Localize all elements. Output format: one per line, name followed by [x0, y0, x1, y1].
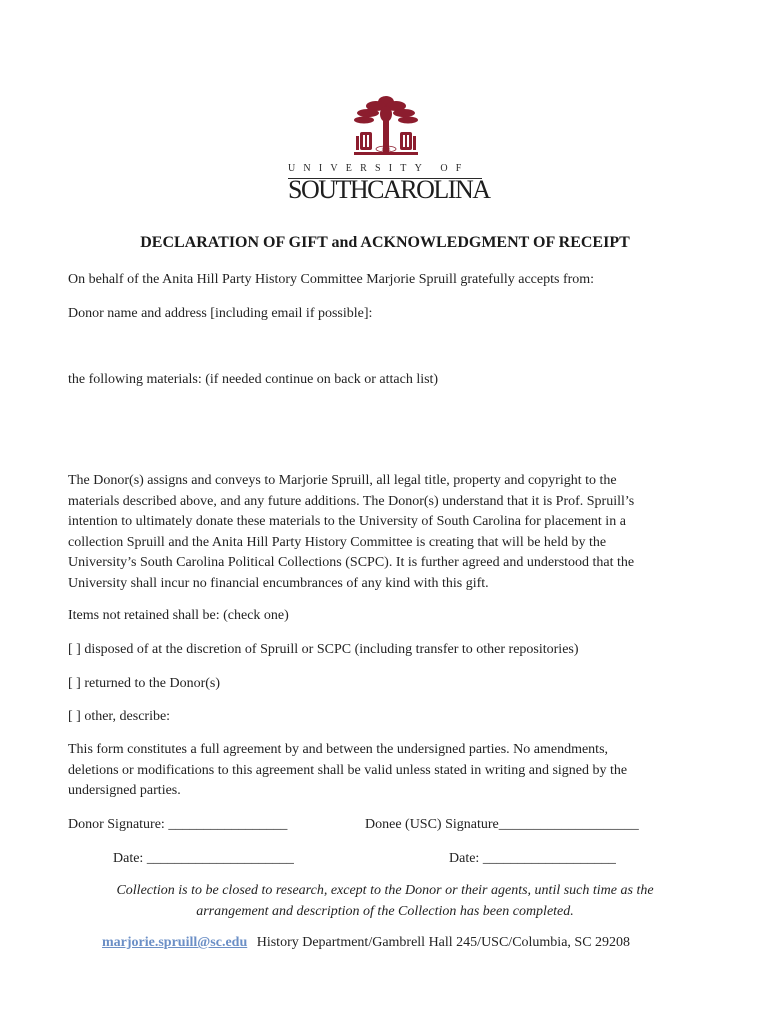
- usc-logo: [288, 92, 490, 204]
- conveyance-line: The Donor(s) assigns and conveys to Marjorie Spruill, all legal title, property and copyright to the: [68, 473, 617, 488]
- conveyance-line: intention to ultimately donate these materials to the University of South Carolina for placement in a: [68, 514, 626, 529]
- agreement-line: This form constitutes a full agreement by and between the undersigned parties. No amendments,: [68, 742, 609, 757]
- conveyance-line: collection Spruill and the Anita Hill Party History Committee is creating that will be held by the: [68, 534, 607, 550]
- logo-year: 1801: [381, 148, 391, 153]
- option-returned[interactable]: [ ] returned to the Donor(s): [68, 676, 221, 691]
- option-disposed[interactable]: [ ] disposed of at the discretion of Spruill or SCPC (including transfer to other repositories): [68, 642, 579, 657]
- donor-date-field[interactable]: Date: _____________________: [113, 851, 294, 866]
- footer-contact: [102, 935, 630, 951]
- palmetto-tree-icon: [288, 92, 484, 164]
- donee-signature-field[interactable]: Donee (USC) Signature____________________: [365, 817, 639, 832]
- conveyance-paragraph: [68, 471, 698, 594]
- agreement-line: deletions or modifications to this agreement shall be valid unless stated in writing and signed by the: [68, 762, 628, 778]
- agreement-paragraph: [68, 740, 698, 802]
- conveyance-line: University shall incur no financial encumbrances of any kind with this gift.: [68, 575, 489, 591]
- conveyance-line: materials described above, and any future additions. The Donor(s) understand that it is Prof. Spruill’s: [68, 493, 635, 509]
- donor-name-label: Donor name and address [including email if possible]:: [68, 306, 373, 321]
- footer-address: History Department/Gambrell Hall 245/USC/Columbia, SC 29208: [256, 935, 631, 950]
- donee-date-field[interactable]: Date: ___________________: [449, 851, 616, 866]
- option-other[interactable]: [ ] other, describe:: [68, 709, 171, 724]
- intro-text: On behalf of the Anita Hill Party History Committee Marjorie Spruill gratefully accepts from:: [68, 272, 595, 287]
- materials-label: the following materials: (if needed continue on back or attach list): [68, 372, 439, 387]
- closure-note-line: Collection is to be closed to research, except to the Donor or their agents, until such time as the: [116, 883, 654, 898]
- closure-note: [0, 880, 770, 922]
- logo-university-of: UNIVERSITY OF: [288, 163, 470, 174]
- donor-signature-field[interactable]: Donor Signature: _________________: [68, 817, 288, 832]
- logo-south-carolina: SOUTHCAROLINA: [288, 175, 490, 204]
- items-not-retained-label: Items not retained shall be: (check one): [68, 608, 289, 623]
- document-title: DECLARATION OF GIFT and ACKNOWLEDGMENT OF RECEIPT: [140, 234, 630, 251]
- email-link[interactable]: marjorie.spruill@sc.edu: [102, 935, 248, 950]
- closure-note-line: arrangement and description of the Collection has been completed.: [196, 904, 574, 919]
- agreement-line: undersigned parties.: [68, 783, 181, 798]
- conveyance-line: University’s South Carolina Political Collections (SCPC). It is further agreed and understood that the: [68, 555, 635, 570]
